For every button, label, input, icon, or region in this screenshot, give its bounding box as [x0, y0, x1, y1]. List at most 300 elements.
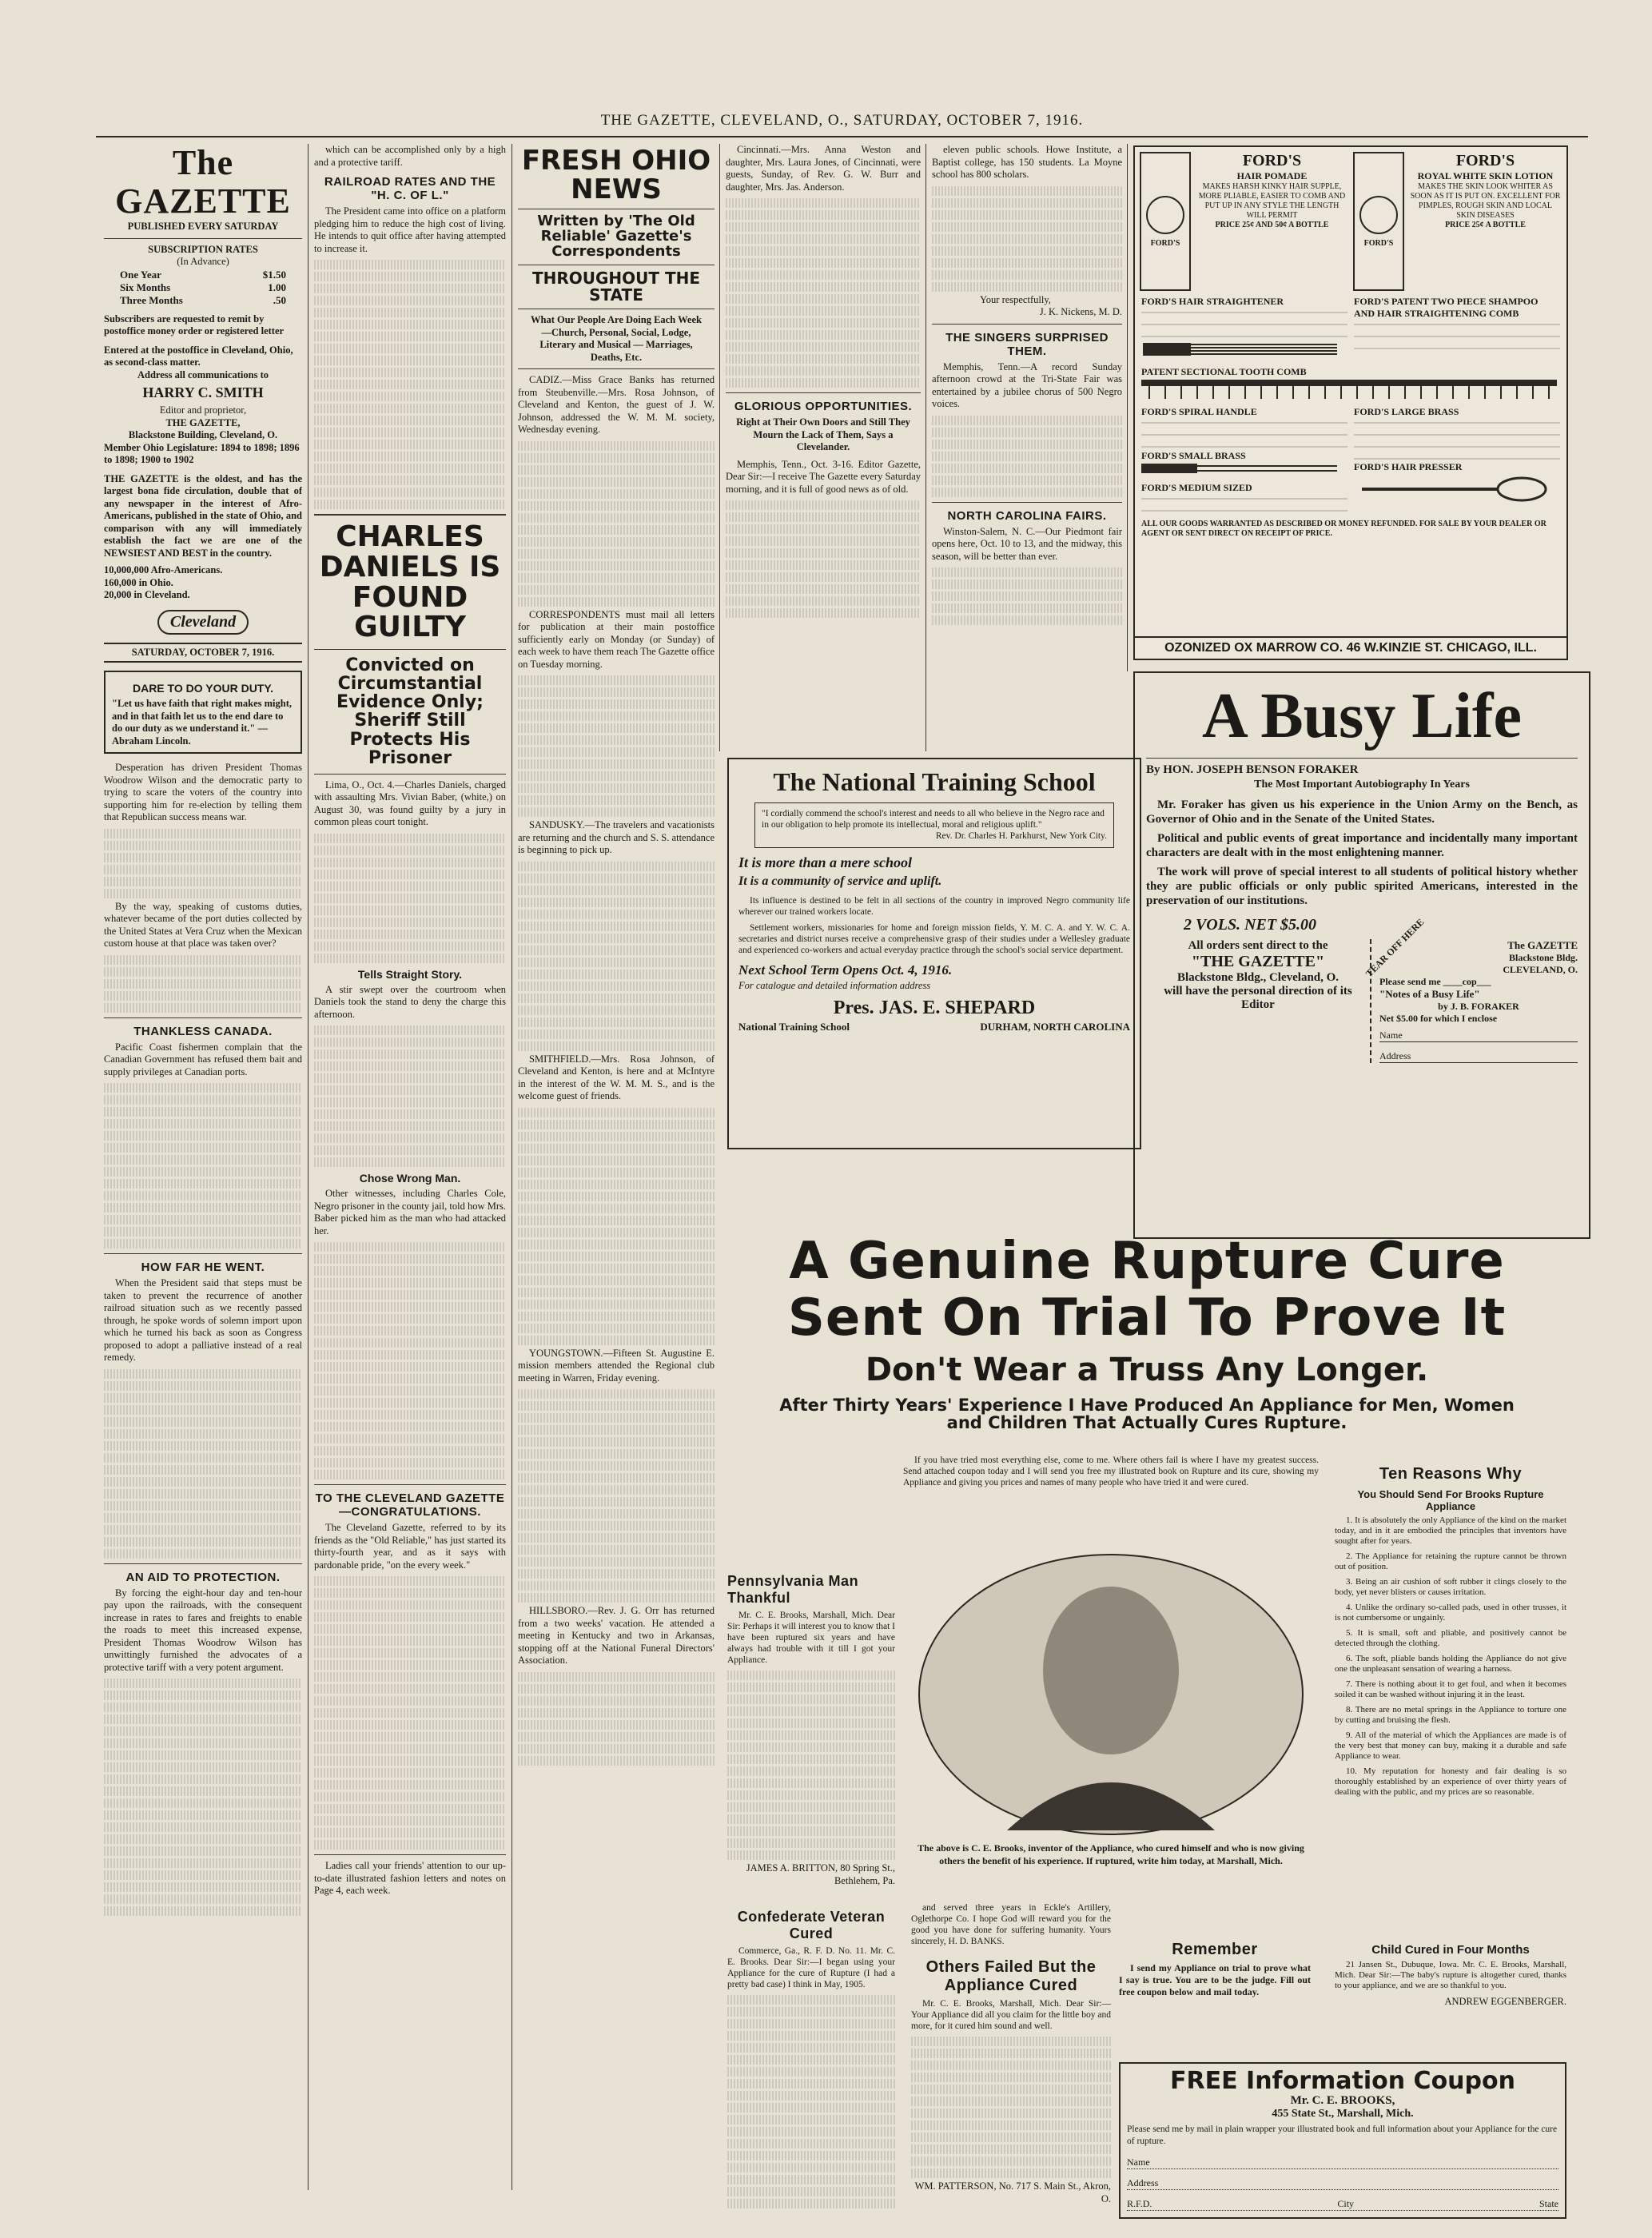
article-para: CORRESPONDENTS must mail all letters for publication at their main postoffice sufficiently early on Monday (or Sunday) of each week to have them reach The Gazette office on Tuesday morning. — [518, 608, 715, 670]
text-filler — [314, 1073, 506, 1083]
text-filler — [104, 1726, 302, 1736]
text-filler — [518, 1720, 715, 1730]
text-filler — [726, 330, 921, 340]
rates-head: SUBSCRIPTION RATES — [148, 243, 258, 255]
article-para: By forcing the eight-hour day and ten-hour pay upon the railroads, with the consequent increase in rates to fares and freights to enable the roads to meet this increased expense, President Thomas Woodrow Wilson has unwittingly furnished the advocates of a protective tariff with a very potent argument. — [104, 1587, 302, 1673]
text-filler — [726, 366, 921, 376]
text-filler — [518, 1485, 715, 1495]
editor-title: Editor and proprietor, — [159, 404, 247, 416]
text-filler — [518, 1509, 715, 1519]
text-filler — [314, 320, 506, 329]
reason-item: 1. It is absolutely the only Appliance of the kind on the market today, and in it are embodied the principles that inventors have sought after for years. — [1335, 1515, 1566, 1546]
text-filler — [314, 1660, 506, 1670]
text-filler — [314, 930, 506, 939]
text-filler — [104, 1810, 302, 1820]
text-filler — [518, 1276, 715, 1285]
text-filler — [314, 1434, 506, 1444]
throughout-state-head: THROUGHOUT THE STATE — [531, 269, 701, 305]
text-filler — [518, 946, 715, 955]
text-filler — [104, 1429, 302, 1439]
article-headline: HOW FAR HE WENT. — [141, 1260, 265, 1274]
text-filler — [104, 1119, 302, 1129]
text-filler — [518, 982, 715, 991]
text-filler — [104, 841, 302, 850]
text-filler — [932, 476, 1122, 485]
text-filler — [932, 282, 1122, 292]
text-filler — [518, 501, 715, 511]
reason-item: 7. There is nothing about it to get foul, and when it becomes soiled it can be washed without injuring it in the least. — [1335, 1679, 1566, 1699]
text-filler — [314, 1648, 506, 1658]
text-filler — [314, 1708, 506, 1718]
text-filler — [518, 1300, 715, 1309]
divider — [518, 368, 715, 369]
text-filler — [518, 465, 715, 475]
building: Blackstone Building, Cleveland, O. — [128, 429, 278, 440]
text-filler — [314, 1732, 506, 1742]
coupon-name-field[interactable]: Name — [1127, 2156, 1558, 2169]
text-filler — [314, 918, 506, 927]
rupture-headline-2: Sent On Trial To Prove It — [787, 1288, 1507, 1348]
tooth-comb-block: PATENT SECTIONAL TOOTH COMB — [1135, 364, 1566, 406]
rupture-ad — [727, 1235, 1566, 2222]
rupture-headline-4: After Thirty Years' Experience I Have Produced An Appliance for Men, Women and Children That Actually Cures Rupture. — [779, 1396, 1515, 1433]
text-filler — [104, 1834, 302, 1844]
text-filler — [932, 246, 1122, 256]
coupon-address-field[interactable]: Address — [1379, 1050, 1578, 1063]
text-filler — [518, 1029, 715, 1039]
text-filler — [104, 1227, 302, 1236]
text-filler — [518, 1144, 715, 1153]
text-filler — [726, 560, 921, 570]
text-filler — [314, 464, 506, 473]
text-filler — [314, 1470, 506, 1479]
fresh-ohio-subhead: Written by 'The Old Reliable' Gazette's Correspondents — [537, 213, 695, 261]
coupon-rfd-field[interactable]: R.F.D. City State — [1127, 2197, 1558, 2209]
divider — [314, 1854, 506, 1855]
text-filler — [518, 1497, 715, 1507]
text-filler — [726, 234, 921, 244]
text-filler — [104, 1690, 302, 1700]
text-filler — [518, 723, 715, 733]
text-filler — [726, 282, 921, 292]
text-filler — [726, 524, 921, 534]
entered-note: Entered at the postoffice in Cleveland, Ohio, as second-class matter. — [104, 344, 293, 368]
pomade-jar-image: FORD'S — [1140, 152, 1191, 291]
text-filler — [314, 1326, 506, 1336]
circulation-claim: THE GAZETTE is the oldest, and has the largest bona fide circulation, double that of any newspaper in the interest of Afro-Americans, published in the state of Ohio, and comparison with any will immediately establish the fact we are one of the NEWSIEST AND BEST in the country. — [104, 472, 302, 559]
article-para: Memphis, Tenn., Oct. 3-16. Editor Gazette, Dear Sir:—I receive The Gazette every Saturday morning, and it is full of good news as of old. — [726, 458, 921, 495]
text-filler — [518, 1180, 715, 1189]
text-filler — [314, 440, 506, 449]
text-filler — [104, 1489, 302, 1499]
divider — [1146, 758, 1578, 759]
text-filler — [104, 1906, 302, 1916]
article-para: YOUNGSTOWN.—Fifteen St. Augustine E. mission members attended the Regional club meeting in Warren, Friday evening. — [518, 1347, 715, 1384]
text-filler — [314, 1386, 506, 1396]
shampoo-block: FORD'S PATENT TWO PIECE SHAMPOO AND HAIR STRAIGHTENING COMB — [1354, 296, 1560, 364]
article-para: Pacific Coast fishermen complain that the Canadian Government has refused them bait and supply privileges at Canadian ports. — [104, 1041, 302, 1077]
text-filler — [726, 198, 921, 208]
text-filler — [104, 1714, 302, 1724]
text-filler — [932, 488, 1122, 497]
article-headline: AN AID TO PROTECTION. — [125, 1570, 281, 1584]
busy-life-order-info: All orders sent direct to the "THE GAZETTE" Blackstone Bldg., Cleveland, O. will have the personal direction of its Editor — [1164, 939, 1352, 1011]
reason-item: 9. All of the material of which the Appliances are made is of the very best that money can buy, making it a durable and safe Appliance to wear. — [1335, 1730, 1566, 1761]
letter-signer: J. K. Nickens, M. D. — [1039, 306, 1122, 317]
text-filler — [314, 368, 506, 377]
text-filler — [104, 1513, 302, 1523]
article-para: Other witnesses, including Charles Cole, Negro prisoner in the county jail, told how Mrs. Baber picked him as the man who had attacked her. — [314, 1188, 506, 1236]
text-filler — [104, 1894, 302, 1904]
text-filler — [314, 284, 506, 293]
text-filler — [518, 898, 715, 907]
text-filler — [726, 306, 921, 316]
text-filler — [726, 378, 921, 388]
training-body-2: Settlement workers, missionaries for home and foreign mission fields, Y. M. C. A. and Y. W. C. A. secretaries and district nurses receive a comprehensive grasp of their studies under a Wellesley graduate and experienced co-workers and actual everyday practice through the school's social service department. — [738, 923, 1130, 956]
rupture-headline-1: A Genuine Rupture Cure — [789, 1235, 1505, 1291]
text-filler — [314, 1085, 506, 1095]
text-filler — [726, 608, 921, 618]
reason-item: 3. Being an air cushion of soft rubber it clings closely to the body, yet never blisters or causes irritation. — [1335, 1577, 1566, 1597]
text-filler — [104, 1191, 302, 1201]
rupture-intro: If you have tried most everything else, come to me. Where others fail is where I have my greatest success. Send attached coupon today and I will send you free my illustrated book on Rupture and its cure, showing my Appliance and giving you prices and names of many people who have tried it and were cured. — [903, 1455, 1319, 1487]
free-information-coupon[interactable]: FREE Information Coupon Mr. C. E. BROOKS, 455 State St., Marshall, Mich. Please send me by mail in plain wrapper your illustrated book and full information about your Appliance for the cure of rupture. Name Address R.F.D. City State — [1119, 2062, 1566, 2219]
text-filler — [314, 1792, 506, 1802]
column-1 — [104, 144, 302, 2206]
text-filler — [314, 906, 506, 915]
portrait-caption: The above is C. E. Brooks, inventor of the Appliance, who cured himself and who is now giving others the benefit of his experience. If ruptured, write him today, at Marshall, Mich. — [918, 1842, 1304, 1866]
text-filler — [314, 954, 506, 963]
text-filler — [518, 1581, 715, 1591]
text-filler — [314, 1588, 506, 1598]
masthead-title: The GAZETTE — [115, 144, 291, 221]
text-filler — [518, 1017, 715, 1027]
text-filler — [104, 1477, 302, 1487]
text-filler — [518, 1228, 715, 1237]
text-filler — [104, 1750, 302, 1760]
column-3 — [518, 144, 715, 2206]
fords-ad — [1133, 145, 1568, 660]
article-para: By the way, speaking of customs duties, whatever became of the port duties collected by the United States at Vera Cruz when the Mexican custom house at that place was taken over? — [104, 900, 302, 949]
article-headline: TO THE CLEVELAND GAZETTE—CONGRATULATIONS. — [315, 1491, 505, 1519]
text-filler — [104, 1501, 302, 1511]
busy-life-para: The work will prove of special interest to all students of political history whether they are public officials or only public spirited Americans, interested in the preservation of our institutions. — [1146, 866, 1578, 907]
text-filler — [314, 1816, 506, 1826]
busy-life-coupon[interactable]: The GAZETTE Blackstone Bldg. CLEVELAND, O. Please send me ____cop___ "Notes of a Busy Life" by J. B. FORAKER Net $5.00 for which I enclose Name Address TEAR OFF HERE — [1363, 916, 1578, 1061]
coupon-address-field[interactable]: Address — [1127, 2177, 1558, 2190]
brooks-portrait — [911, 1551, 1311, 1838]
article-headline: NORTH CAROLINA FAIRS. — [947, 508, 1107, 523]
text-filler — [104, 853, 302, 862]
text-filler — [314, 332, 506, 341]
quote-body: "Let us have faith that right makes might, and in that faith let us to the end dare to do our duty as we understand it." — Abraham Lincoln. — [112, 698, 292, 747]
divider — [104, 238, 302, 239]
text-filler — [932, 210, 1122, 220]
text-filler — [518, 747, 715, 757]
text-filler — [518, 561, 715, 571]
busy-life-ad — [1133, 671, 1590, 1239]
article-para: SMITHFIELD.—Mrs. Rosa Johnson, of Cleveland and Kenton, is here and at McIntyre in the interest of the W. M. M. S., and is the welcome guest of friends. — [518, 1053, 715, 1102]
divider — [932, 502, 1122, 503]
text-filler — [314, 1121, 506, 1131]
text-filler — [104, 877, 302, 886]
text-filler — [314, 1290, 506, 1300]
text-filler — [104, 1678, 302, 1688]
busy-life-author: By HON. JOSEPH BENSON FORAKER — [1146, 763, 1359, 776]
column-4 — [726, 144, 921, 751]
text-filler — [314, 1422, 506, 1432]
tooth-comb-icon — [1141, 378, 1557, 400]
text-filler — [104, 1095, 302, 1105]
text-filler — [726, 548, 921, 558]
rate-row: Six Months 1.00 — [120, 281, 286, 293]
text-filler — [932, 615, 1122, 625]
text-filler — [104, 1786, 302, 1796]
text-filler — [314, 1037, 506, 1047]
stat-line: 10,000,000 Afro-Americans. — [104, 564, 223, 575]
article-headline: THE SINGERS SURPRISED THEM. — [945, 330, 1109, 358]
text-filler — [518, 1264, 715, 1273]
text-filler — [932, 186, 1122, 196]
text-filler — [518, 970, 715, 979]
text-filler — [518, 1132, 715, 1141]
text-filler — [518, 994, 715, 1003]
address-note: Address all communications to — [137, 368, 269, 380]
text-filler — [726, 342, 921, 352]
text-filler — [314, 356, 506, 365]
column-5 — [932, 144, 1122, 751]
text-filler — [314, 452, 506, 461]
text-filler — [518, 910, 715, 919]
article-headline: RAILROAD RATES AND THE "H. C. OF L." — [324, 175, 496, 202]
text-filler — [518, 711, 715, 721]
text-filler — [104, 1846, 302, 1856]
text-filler — [518, 1449, 715, 1459]
text-filler — [932, 428, 1122, 437]
text-filler — [104, 1858, 302, 1868]
text-filler — [104, 1465, 302, 1475]
text-filler — [104, 1239, 302, 1248]
text-filler — [518, 783, 715, 793]
text-filler — [314, 1109, 506, 1119]
text-filler — [932, 222, 1122, 232]
text-filler — [104, 1369, 302, 1379]
text-filler — [104, 1798, 302, 1808]
text-filler — [518, 1708, 715, 1718]
lotion-bottle-image: FORD'S — [1353, 152, 1404, 291]
text-filler — [726, 246, 921, 256]
text-filler — [314, 296, 506, 305]
text-filler — [932, 452, 1122, 461]
column-rule — [308, 144, 309, 2190]
text-filler — [518, 675, 715, 685]
article-para: Desperation has driven President Thomas Woodrow Wilson and the democratic party to trying to scare the voters of the country into supporting him for re-election by telling them that Republican success means war. — [104, 762, 302, 822]
text-filler — [518, 477, 715, 487]
text-filler — [726, 222, 921, 232]
article-para: The Cleveland Gazette, referred to by its friends as the "Old Reliable," has just started its thirty-fourth year, and as it says with pardonable pride, "on the every week." — [314, 1522, 506, 1571]
text-filler — [314, 1025, 506, 1035]
text-filler — [726, 584, 921, 594]
running-head: THE GAZETTE, CLEVELAND, O., SATURDAY, OCTOBER 7, 1916. — [96, 112, 1588, 137]
daniels-headline: CHARLES DANIELS IS FOUND GUILTY — [319, 520, 501, 644]
text-filler — [104, 1393, 302, 1403]
hair-presser-icon — [1354, 473, 1554, 505]
text-filler — [518, 1336, 715, 1345]
text-filler — [932, 270, 1122, 280]
text-filler — [314, 894, 506, 903]
text-filler — [314, 488, 506, 497]
text-filler — [104, 1179, 302, 1189]
remember-block: Remember I send my Appliance on trial to prove what I say is true. You are to be the judge. Fill out free coupon below and mail today. — [1119, 1941, 1311, 1997]
rupture-headline-3: Don't Wear a Truss Any Longer. — [865, 1352, 1429, 1389]
article-subhead: Chose Wrong Man. — [359, 1172, 461, 1185]
text-filler — [104, 1774, 302, 1784]
fords-order-note: ALL OUR GOODS WARRANTED AS DESCRIBED OR MONEY REFUNDED. FOR SALE BY YOUR DEALER OR AGENT OR SENT DIRECT ON RECEIPT OF PRICE. — [1141, 520, 1547, 538]
portrait-image — [911, 1551, 1311, 1838]
text-filler — [518, 1533, 715, 1543]
text-filler — [314, 1145, 506, 1155]
text-filler — [314, 1756, 506, 1766]
training-body: Its influence is destined to be felt in all sections of the country in improved Negro community life wherever our trained workers locate. — [738, 896, 1130, 918]
text-filler — [726, 270, 921, 280]
text-filler — [314, 942, 506, 951]
text-filler — [518, 958, 715, 967]
text-filler — [104, 1083, 302, 1093]
divider — [314, 514, 506, 516]
fresh-ohio-headline: FRESH OHIO NEWS — [521, 145, 711, 205]
text-filler — [932, 591, 1122, 601]
text-filler — [314, 392, 506, 401]
text-filler — [104, 1003, 302, 1013]
article-para: SANDUSKY.—The travelers and vacationists are returning and the church and S. S. attendance is beginning to pick up. — [518, 819, 715, 856]
pennsylvania-testimonial: Pennsylvania Man Thankful Mr. C. E. Brooks, Marshall, Mich. Dear Sir: Perhaps it will interest you to know that I have been ruptured six years and have always had trouble with it till I got your Appliance. JAMES A. BRITTON, 80 Spring St., Bethlehem, Pa. — [727, 1573, 895, 1886]
text-filler — [518, 807, 715, 817]
reason-item: 10. My reputation for honesty and fair dealing is so thoroughly established by an experience of over thirty years of dealing with the public, and my prices are so reasonable. — [1335, 1766, 1566, 1797]
text-filler — [314, 344, 506, 353]
text-filler — [518, 1216, 715, 1225]
article-para: Memphis, Tenn.—A record Sunday afternoon crowd at the Tri-State Fair was entertained by a jubilee chorus of 500 Negro voices. — [932, 360, 1122, 409]
large-brass-block: FORD'S LARGE BRASS FORD'S HAIR PRESSER — [1354, 406, 1560, 518]
catalogue-note: For catalogue and detailed information address — [738, 980, 931, 992]
text-filler — [104, 1870, 302, 1880]
text-filler — [314, 858, 506, 867]
busy-life-para: Political and public events of great importance and incidentally many important characters are dealt with in the most enlightening manner. — [1146, 832, 1578, 859]
comb-icon — [1141, 340, 1341, 360]
text-filler — [518, 1473, 715, 1483]
text-filler — [104, 829, 302, 838]
text-filler — [726, 536, 921, 546]
reason-item: 5. It is small, soft and pliable, and positively cannot be detected through the clothing. — [1335, 1628, 1566, 1648]
text-filler — [932, 234, 1122, 244]
text-filler — [314, 870, 506, 879]
text-filler — [104, 955, 302, 965]
editor-name: HARRY C. SMITH — [142, 384, 264, 400]
stat-line: 160,000 in Ohio. — [104, 576, 173, 588]
paper-name: THE GAZETTE, — [165, 416, 241, 428]
text-filler — [518, 489, 715, 499]
text-filler — [932, 416, 1122, 425]
article-para: which can be accomplished only by a high and a protective tariff. — [314, 144, 506, 168]
text-filler — [932, 567, 1122, 577]
text-filler — [314, 1266, 506, 1276]
column-rule — [1127, 144, 1128, 671]
text-filler — [314, 1338, 506, 1348]
busy-life-price: 2 VOLS. NET $5.00 — [1183, 916, 1317, 934]
text-filler — [518, 886, 715, 895]
reason-item: 4. Unlike the ordinary so-called pads, used in other trusses, it is not cumbersome or ungainly. — [1335, 1603, 1566, 1623]
article-headline: THANKLESS CANADA. — [133, 1024, 273, 1038]
stat-line: 20,000 in Cleveland. — [104, 589, 190, 600]
text-filler — [518, 585, 715, 595]
text-filler — [726, 210, 921, 220]
text-filler — [104, 1738, 302, 1748]
parkhurst-quote: "I cordially commend the school's interest and needs to all who believe in the Negro race and in our obligation to help promote its intellectual, moral and religious uplift." Rev. Dr. Charles H. Parkhurst, New York City. — [754, 802, 1114, 849]
text-filler — [518, 1545, 715, 1555]
text-filler — [104, 979, 302, 989]
text-filler — [518, 1684, 715, 1694]
text-filler — [314, 1049, 506, 1059]
text-filler — [314, 380, 506, 389]
text-filler — [518, 549, 715, 559]
text-filler — [518, 441, 715, 451]
text-filler — [726, 572, 921, 582]
text-filler — [518, 1312, 715, 1321]
text-filler — [314, 1576, 506, 1586]
training-line-1: It is more than a mere school — [738, 854, 913, 871]
coupon-name-field[interactable]: Name — [1379, 1029, 1578, 1042]
masthead-subtitle: PUBLISHED EVERY SATURDAY — [127, 221, 279, 232]
child-testimonial: Child Cured in Four Months 21 Jansen St., Dubuque, Iowa. Mr. C. E. Brooks, Marshall, Mich. Dear Sir:—The baby's rupture is altogether cured, thanks to your appliance, and we are so thankful to you. ANDREW EGGENBERGER. — [1335, 1943, 1566, 2007]
text-filler — [518, 1108, 715, 1117]
busy-life-title: A Busy Life — [1201, 681, 1523, 751]
text-filler — [518, 1401, 715, 1411]
text-filler — [518, 922, 715, 931]
text-filler — [314, 1624, 506, 1634]
text-filler — [518, 874, 715, 883]
text-filler — [518, 771, 715, 781]
text-filler — [314, 1612, 506, 1622]
daniels-subhead: Convicted on Circumstantial Evidence Only; Sheriff Still Protects His Prisoner — [336, 655, 484, 768]
text-filler — [104, 1203, 302, 1213]
straightener-block: FORD'S HAIR STRAIGHTENER — [1141, 296, 1347, 364]
text-filler — [314, 1061, 506, 1071]
text-filler — [314, 1744, 506, 1754]
brass-comb-icon — [1141, 462, 1341, 478]
divider — [104, 1253, 302, 1254]
text-filler — [932, 198, 1122, 208]
text-filler — [104, 1549, 302, 1559]
text-filler — [104, 889, 302, 898]
text-filler — [726, 512, 921, 522]
banks-letter: and served three years in Eckle's Artillery, Oglethorpe Co. I hope God will reward you for the good you have done for suffering humanity. Yours sincerely, H. D. BANKS. Others Failed But the Appliance Cured Mr. C. E. Brooks, Marshall, Mich. Dear Sir:—Your Appliance did all you claim for the little boy and more, for it cured him sound and well. WM. PATTERSON, No. 717 S. Main St., Akron, O. — [911, 1903, 1111, 2204]
training-line-2: It is a community of service and uplift. — [738, 874, 942, 889]
spiral-block: FORD'S SPIRAL HANDLE FORD'S SMALL BRASS FORD'S MEDIUM SIZED — [1141, 406, 1347, 518]
text-filler — [314, 1600, 506, 1610]
divider — [726, 392, 921, 393]
text-filler — [518, 687, 715, 697]
divider — [314, 1484, 506, 1485]
text-filler — [104, 1453, 302, 1463]
text-filler — [518, 1041, 715, 1051]
article-para: The President came into office on a platform pledging him to reduce the high cost of living. He intends to quit office after having attempted to increase it. — [314, 205, 506, 254]
text-filler — [314, 1720, 506, 1730]
text-filler — [518, 1204, 715, 1213]
busy-life-para: Mr. Foraker has given us his experience in the Union Army on the Bench, as Governor of Ohio and in the Senate of the United States. — [1146, 798, 1578, 826]
rate-row: Three Months .50 — [120, 293, 286, 306]
member-note: Member Ohio Legislature: 1894 to 1898; 1896 to 1898; 1900 to 1902 — [104, 441, 300, 465]
text-filler — [518, 1156, 715, 1165]
confederate-testimonial: Confederate Veteran Cured Commerce, Ga., R. F. D. No. 11. Mr. C. E. Brooks. Dear Sir:—I began using your Appliance for the cure of Rupture (I had a pretty bad case) I think in May, 1905. — [727, 1902, 895, 2211]
